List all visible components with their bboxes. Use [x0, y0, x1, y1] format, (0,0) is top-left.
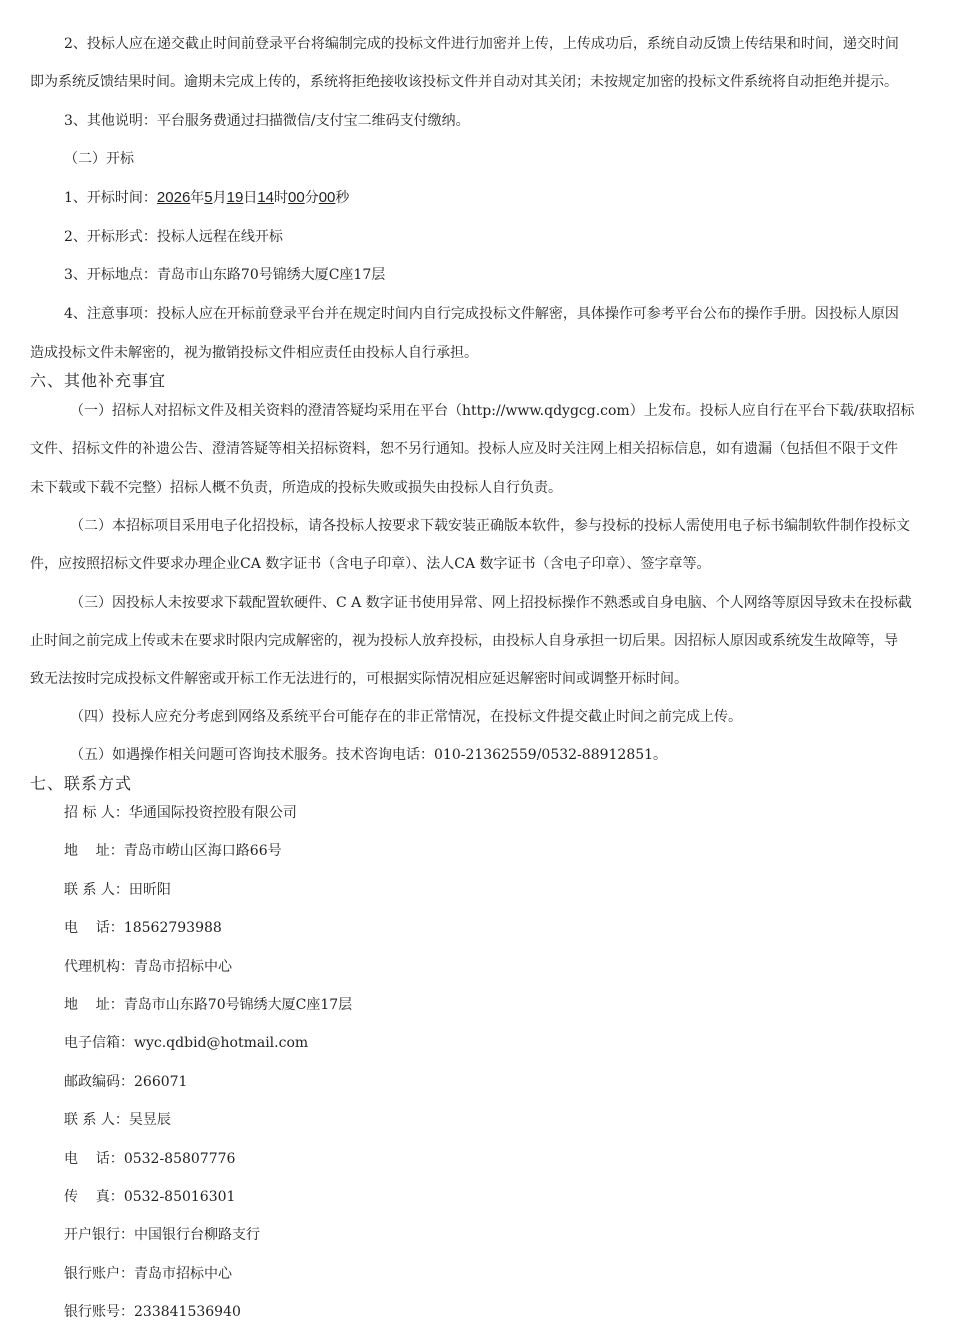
contact-row-bank — [64, 1225, 260, 1245]
opening-day: 19 — [226, 189, 244, 206]
opening-month: 5 — [204, 189, 213, 206]
supp-item-2-line2: 件，应按照招标文件要求办理企业CA 数字证书（含电子印章）、法人CA 数字证书（含电子印章）、签字章等。 — [30, 556, 711, 572]
contact-row-phone — [64, 918, 222, 938]
contact-label: 电 话： — [64, 1150, 124, 1167]
contact-label: 传 真： — [64, 1189, 124, 1205]
contact-row-bank-account-name — [64, 1264, 232, 1284]
contact-label: 地 址： — [64, 997, 124, 1013]
contact-value: 吴昱辰 — [128, 1112, 171, 1129]
opening-second: 00 — [318, 189, 336, 206]
contact-row-tenderer — [64, 803, 297, 823]
contact-value: 中国银行台柳路支行 — [134, 1227, 260, 1244]
paragraph-other-notes: 3、其他说明：平台服务费通过扫描微信/支付宝二维码支付缴纳。 — [64, 113, 470, 129]
contact-row-bank-account-number — [64, 1302, 241, 1322]
contact-label: 邮政编码： — [64, 1073, 134, 1090]
contact-row-email — [64, 1033, 308, 1053]
supp-item-4: （四）投标人应充分考虑到网络及系统平台可能存在的非正常情况，在投标文件提交截止时间之前完成上传。 — [70, 709, 742, 725]
opening-time-label: 1、开标时间： — [64, 190, 157, 206]
supp-item-2-line1: （二）本招标项目采用电子化招投标，请各投标人按要求下载安装正确版本软件，参与投标的投标人需使用电子标书编制软件制作投标文 — [70, 518, 910, 534]
contact-row-agency — [64, 957, 232, 977]
supp-item-1-line2: 文件、招标文件的补遗公告、澄清答疑等相关招标资料，恕不另行通知。投标人应及时关注网上相关招标信息，如有遗漏（包括但不限于文件 — [30, 441, 898, 457]
opening-place: 3、开标地点：青岛市山东路70号锦绣大厦C座17层 — [64, 267, 386, 283]
contact-row-agency-contact-person — [64, 1110, 171, 1130]
opening-time: 1、开标时间：2026年5月19日14时00分00秒 — [64, 189, 350, 206]
contact-row-agency-address — [64, 995, 352, 1015]
contact-label: 代理机构： — [64, 958, 134, 975]
supp-item-3-line3: 致无法按时完成投标文件解密或开标工作无法进行的，可根据实际情况相应延迟解密时间或调整开标时间。 — [30, 671, 688, 687]
contact-value: 青岛市招标中心 — [134, 958, 232, 975]
contact-value: 青岛市招标中心 — [134, 1265, 232, 1282]
section-heading-contact: 七、联系方式 — [30, 774, 133, 793]
supp-item-1-line1: （一）招标人对招标文件及相关资料的澄清答疑均采用在平台（http://www.qdygcg.com）上发布。投标人应自行在平台下载/获取招标 — [70, 403, 915, 419]
contact-value: 0532-85807776 — [123, 1150, 236, 1167]
section-heading-supplementary: 六、其他补充事宜 — [30, 371, 167, 390]
supp-item-3-line1: （三）因投标人未按要求下载配置软硬件、C A 数字证书使用异常、网上招投标操作不熟悉或自身电脑、个人网络等原因导致未在投标截 — [70, 595, 912, 611]
contact-value: 田昕阳 — [128, 881, 171, 898]
contact-label: 联 系 人： — [64, 1112, 129, 1129]
contact-value: 0532-85016301 — [123, 1189, 236, 1205]
paragraph-upload-line2: 即为系统反馈结果时间。逾期未完成上传的，系统将拒绝接收该投标文件并自动对其关闭；未按规定加密的投标文件系统将自动拒绝并提示。 — [30, 74, 898, 90]
contact-label: 银行账号： — [64, 1304, 134, 1321]
paragraph-upload-line1: 2、投标人应在递交截止时间前登录平台将编制完成的投标文件进行加密并上传，上传成功后，系统自动反馈上传结果和时间，递交时间 — [64, 36, 899, 52]
contact-value: 266071 — [134, 1073, 188, 1090]
supp-item-3-line2: 止时间之前完成上传或未在要求时限内完成解密的，视为投标人放弃投标，由投标人自身承担一切后果。因招标人原因或系统发生故障等，导 — [30, 633, 898, 649]
contact-value: wyc.qdbid@hotmail.com — [134, 1035, 309, 1052]
opening-notes-line1: 4、注意事项：投标人应在开标前登录平台并在规定时间内自行完成投标文件解密，具体操作可参考平台公布的操作手册。因投标人原因 — [64, 306, 899, 322]
contact-row-postal-code — [64, 1072, 187, 1092]
opening-notes-line2: 造成投标文件未解密的，视为撤销投标文件相应责任由投标人自行承担。 — [30, 345, 478, 361]
contact-label: 地 址： — [64, 843, 124, 860]
opening-minute: 00 — [288, 189, 305, 206]
contact-label: 招 标 人： — [64, 805, 129, 821]
contact-value: 青岛市崂山区海口路66号 — [123, 843, 282, 860]
supp-item-1-line3: 未下载或下载不完整）招标人概不负责，所造成的投标失败或损失由投标人自行负责。 — [30, 480, 562, 496]
contact-label: 电子信箱： — [64, 1035, 134, 1052]
contact-value: 华通国际投资控股有限公司 — [128, 805, 297, 821]
opening-form: 2、开标形式：投标人远程在线开标 — [64, 229, 283, 245]
opening-hour: 14 — [257, 189, 275, 206]
opening-year: 2026 — [156, 189, 191, 206]
contact-value: 青岛市山东路70号锦绣大厦C座17层 — [123, 997, 353, 1013]
contact-row-address — [64, 841, 282, 861]
contact-value: 18562793988 — [123, 920, 222, 937]
contact-row-contact-person — [64, 880, 171, 900]
contact-label: 开户银行： — [64, 1227, 134, 1244]
contact-row-agency-phone — [64, 1149, 235, 1169]
subsection-title-opening: （二）开标 — [64, 151, 134, 167]
contact-row-fax — [64, 1187, 235, 1207]
contact-value: 233841536940 — [134, 1304, 241, 1321]
contact-label: 联 系 人： — [64, 881, 129, 898]
supp-item-5: （五）如遇操作相关问题可咨询技术服务。技术咨询电话：010-21362559/0532-88912851。 — [70, 747, 668, 763]
contact-label: 电 话： — [64, 920, 124, 937]
contact-label: 银行账户： — [64, 1265, 134, 1282]
